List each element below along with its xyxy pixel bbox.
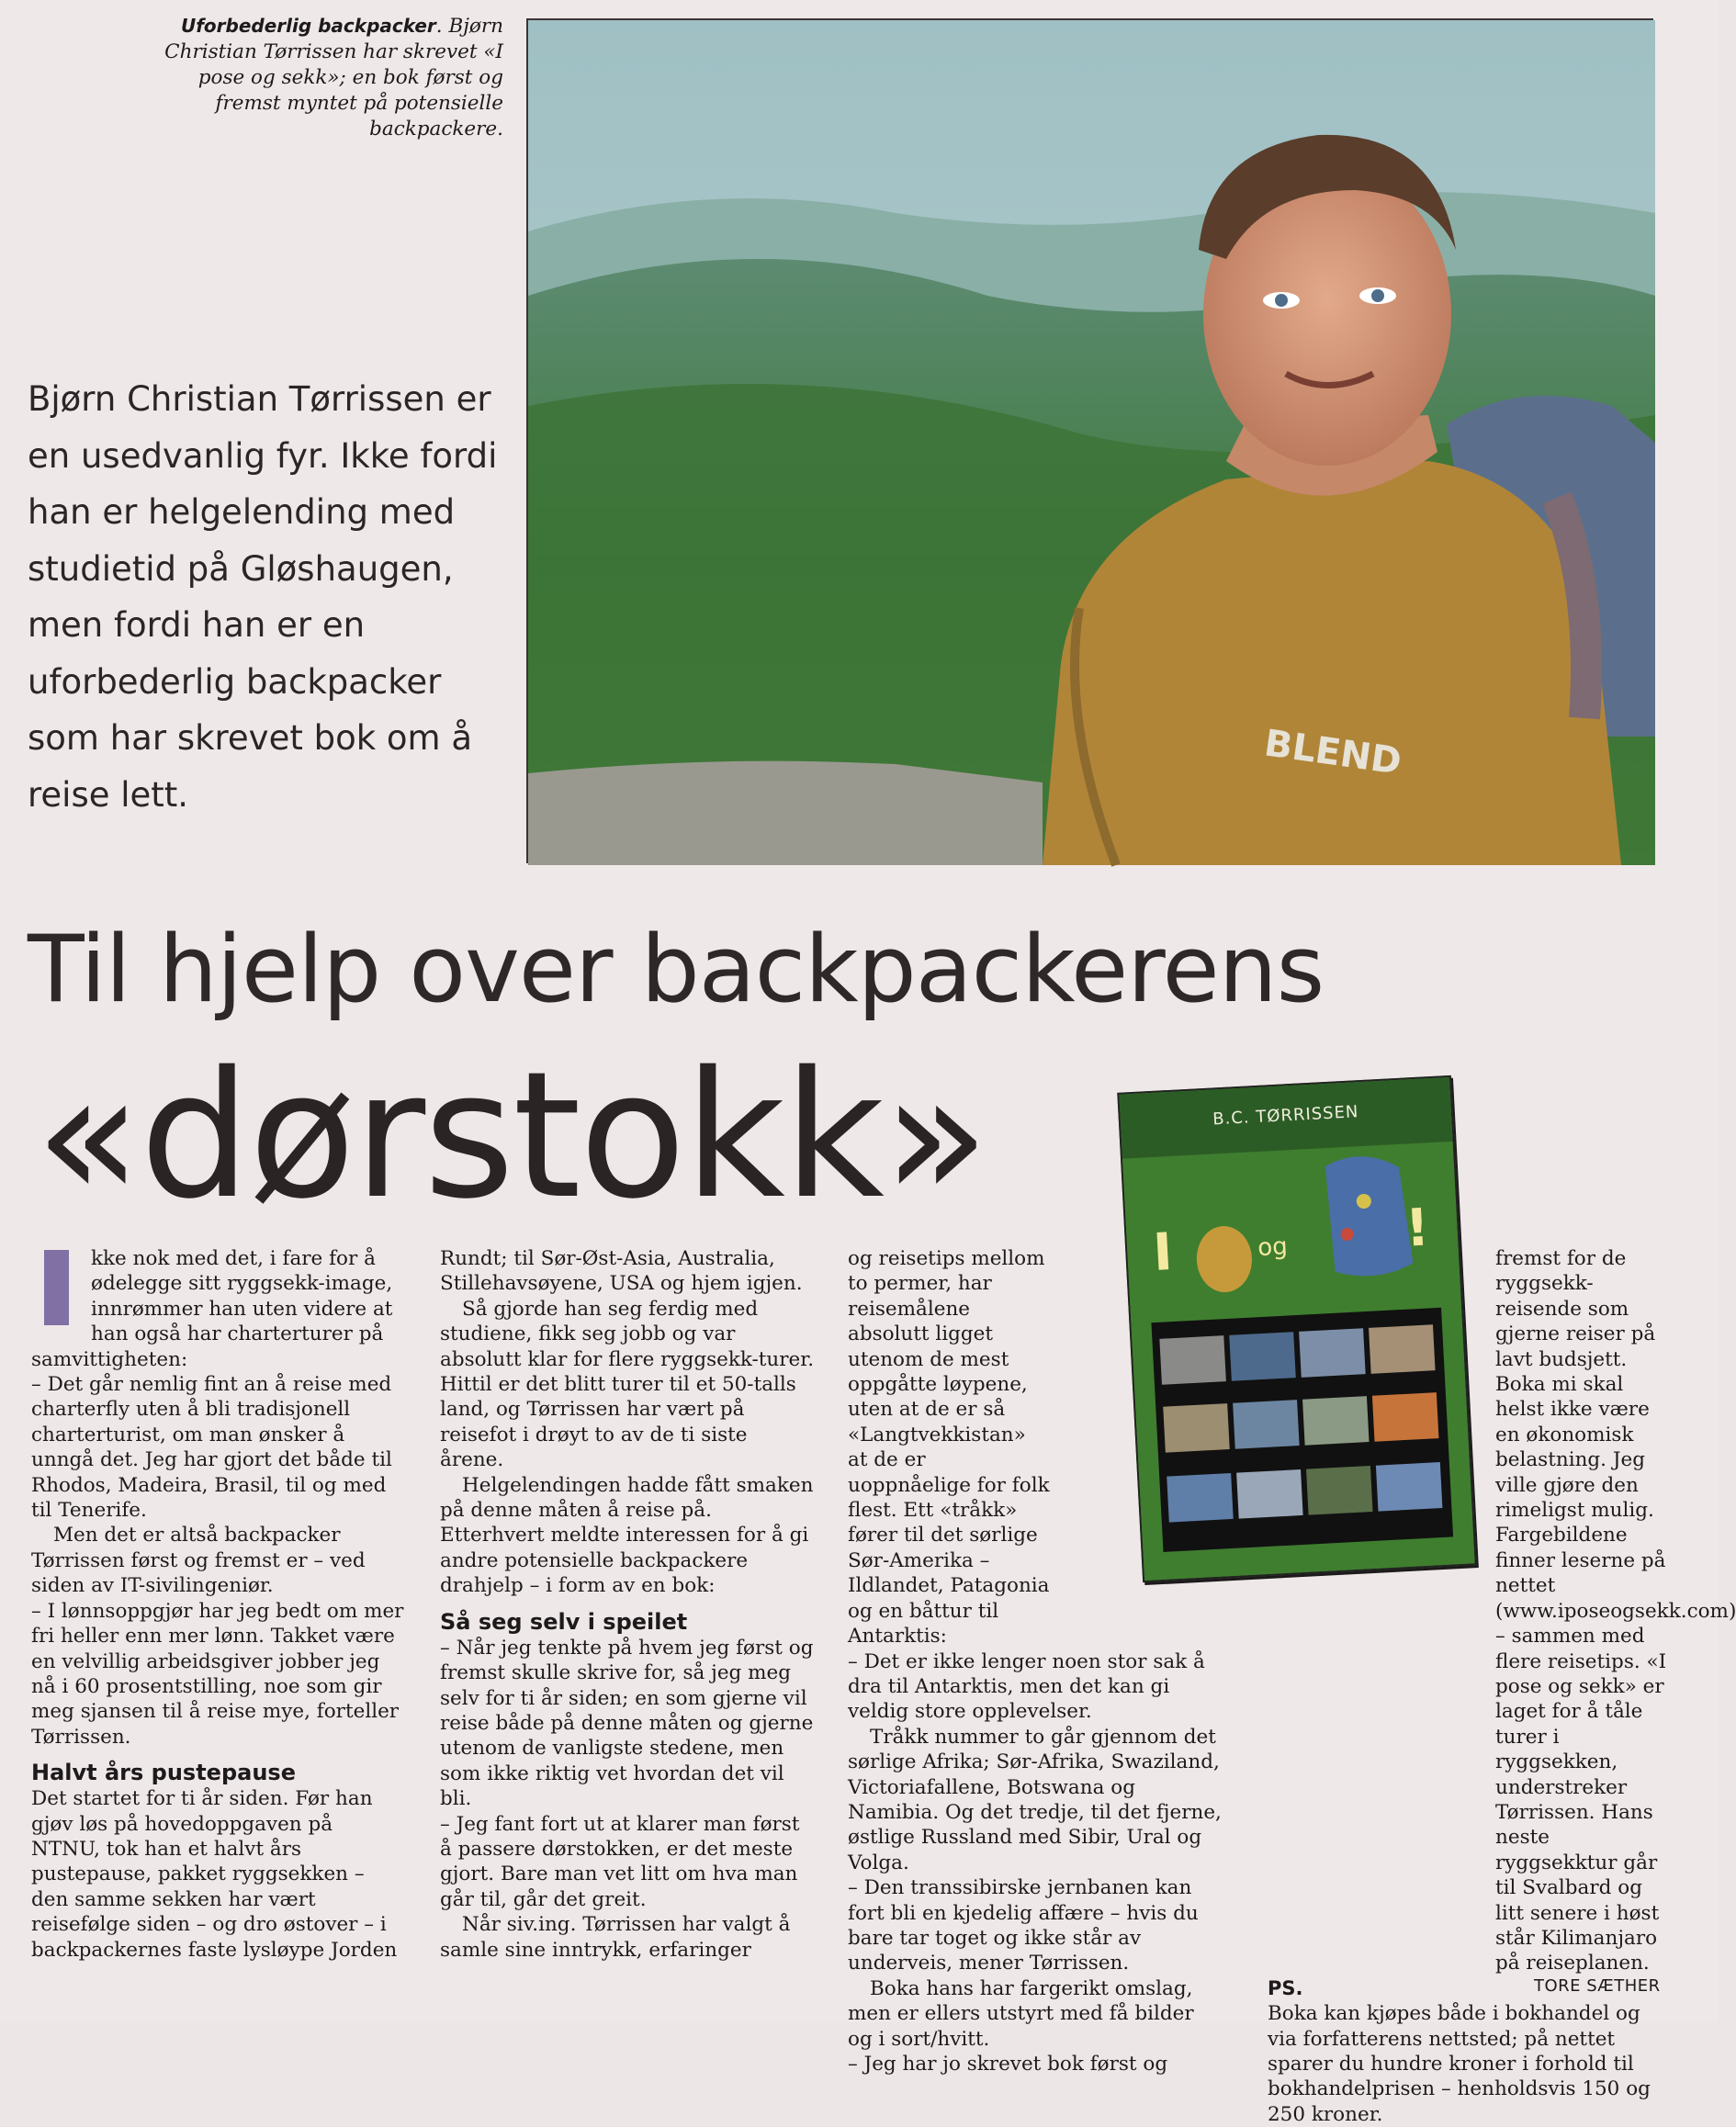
col3-para-3: Tråkk nummer to går gjennom det sørlige Afrika; Sør-Afrika, Swaziland, Victoriafallene, Botswana og Namibia. Og det tredje, til det fjerne, østlige Russland med Sibir, Ural og Volga.: [848, 1725, 1222, 1874]
book-title-og: og: [1257, 1232, 1289, 1263]
col2-para-2: Så gjorde han seg ferdig med studiene, fikk seg jobb og var absolutt klar for flere ryggsekk-turer. Hittil er det blitt turer til et 50-talls land, og Tørrissen har vært på reisefot i drøyt to av de ti siste årene.: [440, 1297, 815, 1472]
col1-para-3: Men det er altså backpacker Tørrissen først og fremst er – ved siden av IT-sivilingeniør.: [31, 1524, 366, 1598]
col2-para-6: Når siv.ing. Tørrissen har valgt å samle sine inntrykk, erfaringer: [440, 1913, 791, 1962]
headline-line-1: Til hjelp over backpackerens: [28, 915, 1325, 1023]
portrait-photo: [526, 18, 1653, 863]
col1-para-5: Det startet for ti år siden. Før han gjøv løs på hovedoppgaven på NTNU, tok han et halvt års pustepause, pakket ryggsekken – den samme sekken har vært reisefølge siden – og dro østover – i backpackernes faste lysløype Jorden: [31, 1787, 398, 1962]
col1-para-1: kke nok med det, i fare for å ødelegge sitt ryggsekk-image, innrømmer han uten videre at han også har charterturer på samvittigheten:: [31, 1247, 393, 1371]
col4-para-2: Boka kan kjøpes både i bokhandel og via forfatterens nettsted; på nettet sparer du hundre kroner i forhold til bokhandelprisen – henholdsvis 150 og 250 kroner.: [1268, 2002, 1651, 2126]
column-3: [848, 1246, 1224, 2076]
col1-subheading: Halvt års pustepause: [31, 1760, 296, 1786]
col4-para-1: fremst for de ryggsekk-reisende som gjerne reiser på lavt budsjett. Boka mi skal helst ikke være en økonomisk belastning. Jeg ville gjøre den rimeligst mulig. Fargebildene finner leserne på nettet (www.iposeogsekk.com) – sammen med flere reisetips. «I pose og sekk» er laget for å tåle turer i ryggsekken, understreker Tørrissen. Hans neste ryggsekktur går til Svalbard og litt senere i høst står Kilimanjaro på reiseplanen.: [1495, 1247, 1736, 1975]
col2-para-1: Rundt; til Sør-Øst-Asia, Australia, Stillehavsøyene, USA og hjem igjen.: [440, 1247, 803, 1296]
svg-text:BLEND: BLEND: [1261, 722, 1404, 783]
col3-para-6: – Jeg har jo skrevet bok først og: [848, 2053, 1168, 2076]
caption-title: Uforbederlig backpacker: [180, 15, 436, 37]
col4-ps-label: PS.: [1268, 1976, 1303, 1999]
intro-paragraph: Bjørn Christian Tørrissen er en usedvanlig fyr. Ikke fordi han er helgelending med studietid på Gløshaugen, men fordi han er en uforbederlig backpacker som har skrevet bok om å reise lett.: [28, 379, 498, 815]
col3-para-2: – Det er ikke lenger noen stor sak å dra til Antarktis, men det kan gi veldig store opplevelser.: [848, 1649, 1205, 1724]
photo-caption: Uforbederlig backpacker. Bjørn Christian Tørrissen har skrevet «I pose og sekk»; en bok først og fremst myntet på potensielle backpackere.: [164, 15, 503, 141]
photo-illustration: [528, 20, 1655, 865]
col1-para-4: – I lønnsoppgjør har jeg bedt om mer fri heller enn mer lønn. Takket være en velvillig arbeidsgiver jobber jeg nå i 60 prosentstilling, noe som gir meg sjansen til å reise mye, forteller Tørrissen.: [31, 1599, 404, 1749]
column-1: [31, 1246, 406, 1963]
col2-para-3: Helgelendingen hadde fått smaken på denne måten å reise på. Etterhvert meldte interessen for å gi andre potensielle backpackere drahjelp – i form av en bok:: [440, 1473, 814, 1598]
headline-line-2: «dørstokk»: [35, 1034, 988, 1237]
col2-subheading: Så seg selv i speilet: [440, 1608, 688, 1635]
book-title-excl: !: [1403, 1198, 1431, 1259]
col3-para-1: og reisetips mellom to permer, har reisemålene absolutt ligget utenom de mest oppgåtte løypene, uten at de er så «Langtvekkistan» at de er uoppnåelige for folk flest. Ett «tråkk» fører til det sørlige Sør-Amerika – Ildlandet, Patagonia og en båttur til Antarktis:: [848, 1247, 1050, 1649]
col3-para-5: Boka hans har fargerikt omslag, men er ellers utstyrt med få bilder og i sort/hvitt.: [848, 1976, 1194, 2051]
byline: TORE SÆTHER: [1534, 1976, 1661, 1996]
caption-text: Bjørn Christian Tørrissen har skrevet «I pose og sekk»; en bok først og fremst myntet på potensielle backpackere.: [164, 15, 503, 141]
col2-para-4: – Når jeg tenkte på hvem jeg først og fremst skulle skrive for, så jeg meg selv for ti år siden; en som gjerne vil reise både på denne måten og gjerne utenom de vanligste stedene, men som ikke riktig vet hvordan det vil bli.: [440, 1636, 814, 1811]
drop-cap: [44, 1250, 69, 1325]
col1-para-2: – Det går nemlig fint an å reise med charterfly uten å bli tradisjonell charterturist, om man ønsker å unngå det. Jeg har gjort det både til Rhodos, Madeira, Brasil, til og med til Tenerife.: [31, 1373, 392, 1523]
column-2: [440, 1246, 815, 1963]
col2-para-5: – Jeg fant fort ut at klarer man først å passere dørstokken, er det meste gjort. Bare man vet litt om hva man går til, går det greit.: [440, 1812, 800, 1911]
book-title-i: I: [1151, 1222, 1174, 1284]
col3-para-4: – Den transsibirske jernbanen kan fort bli en kjedelig affære – hvis du bare tar toget og ikke står av underveis, mener Tørrissen.: [848, 1876, 1199, 1975]
book-author: B.C. TØRRISSEN: [1212, 1102, 1359, 1130]
